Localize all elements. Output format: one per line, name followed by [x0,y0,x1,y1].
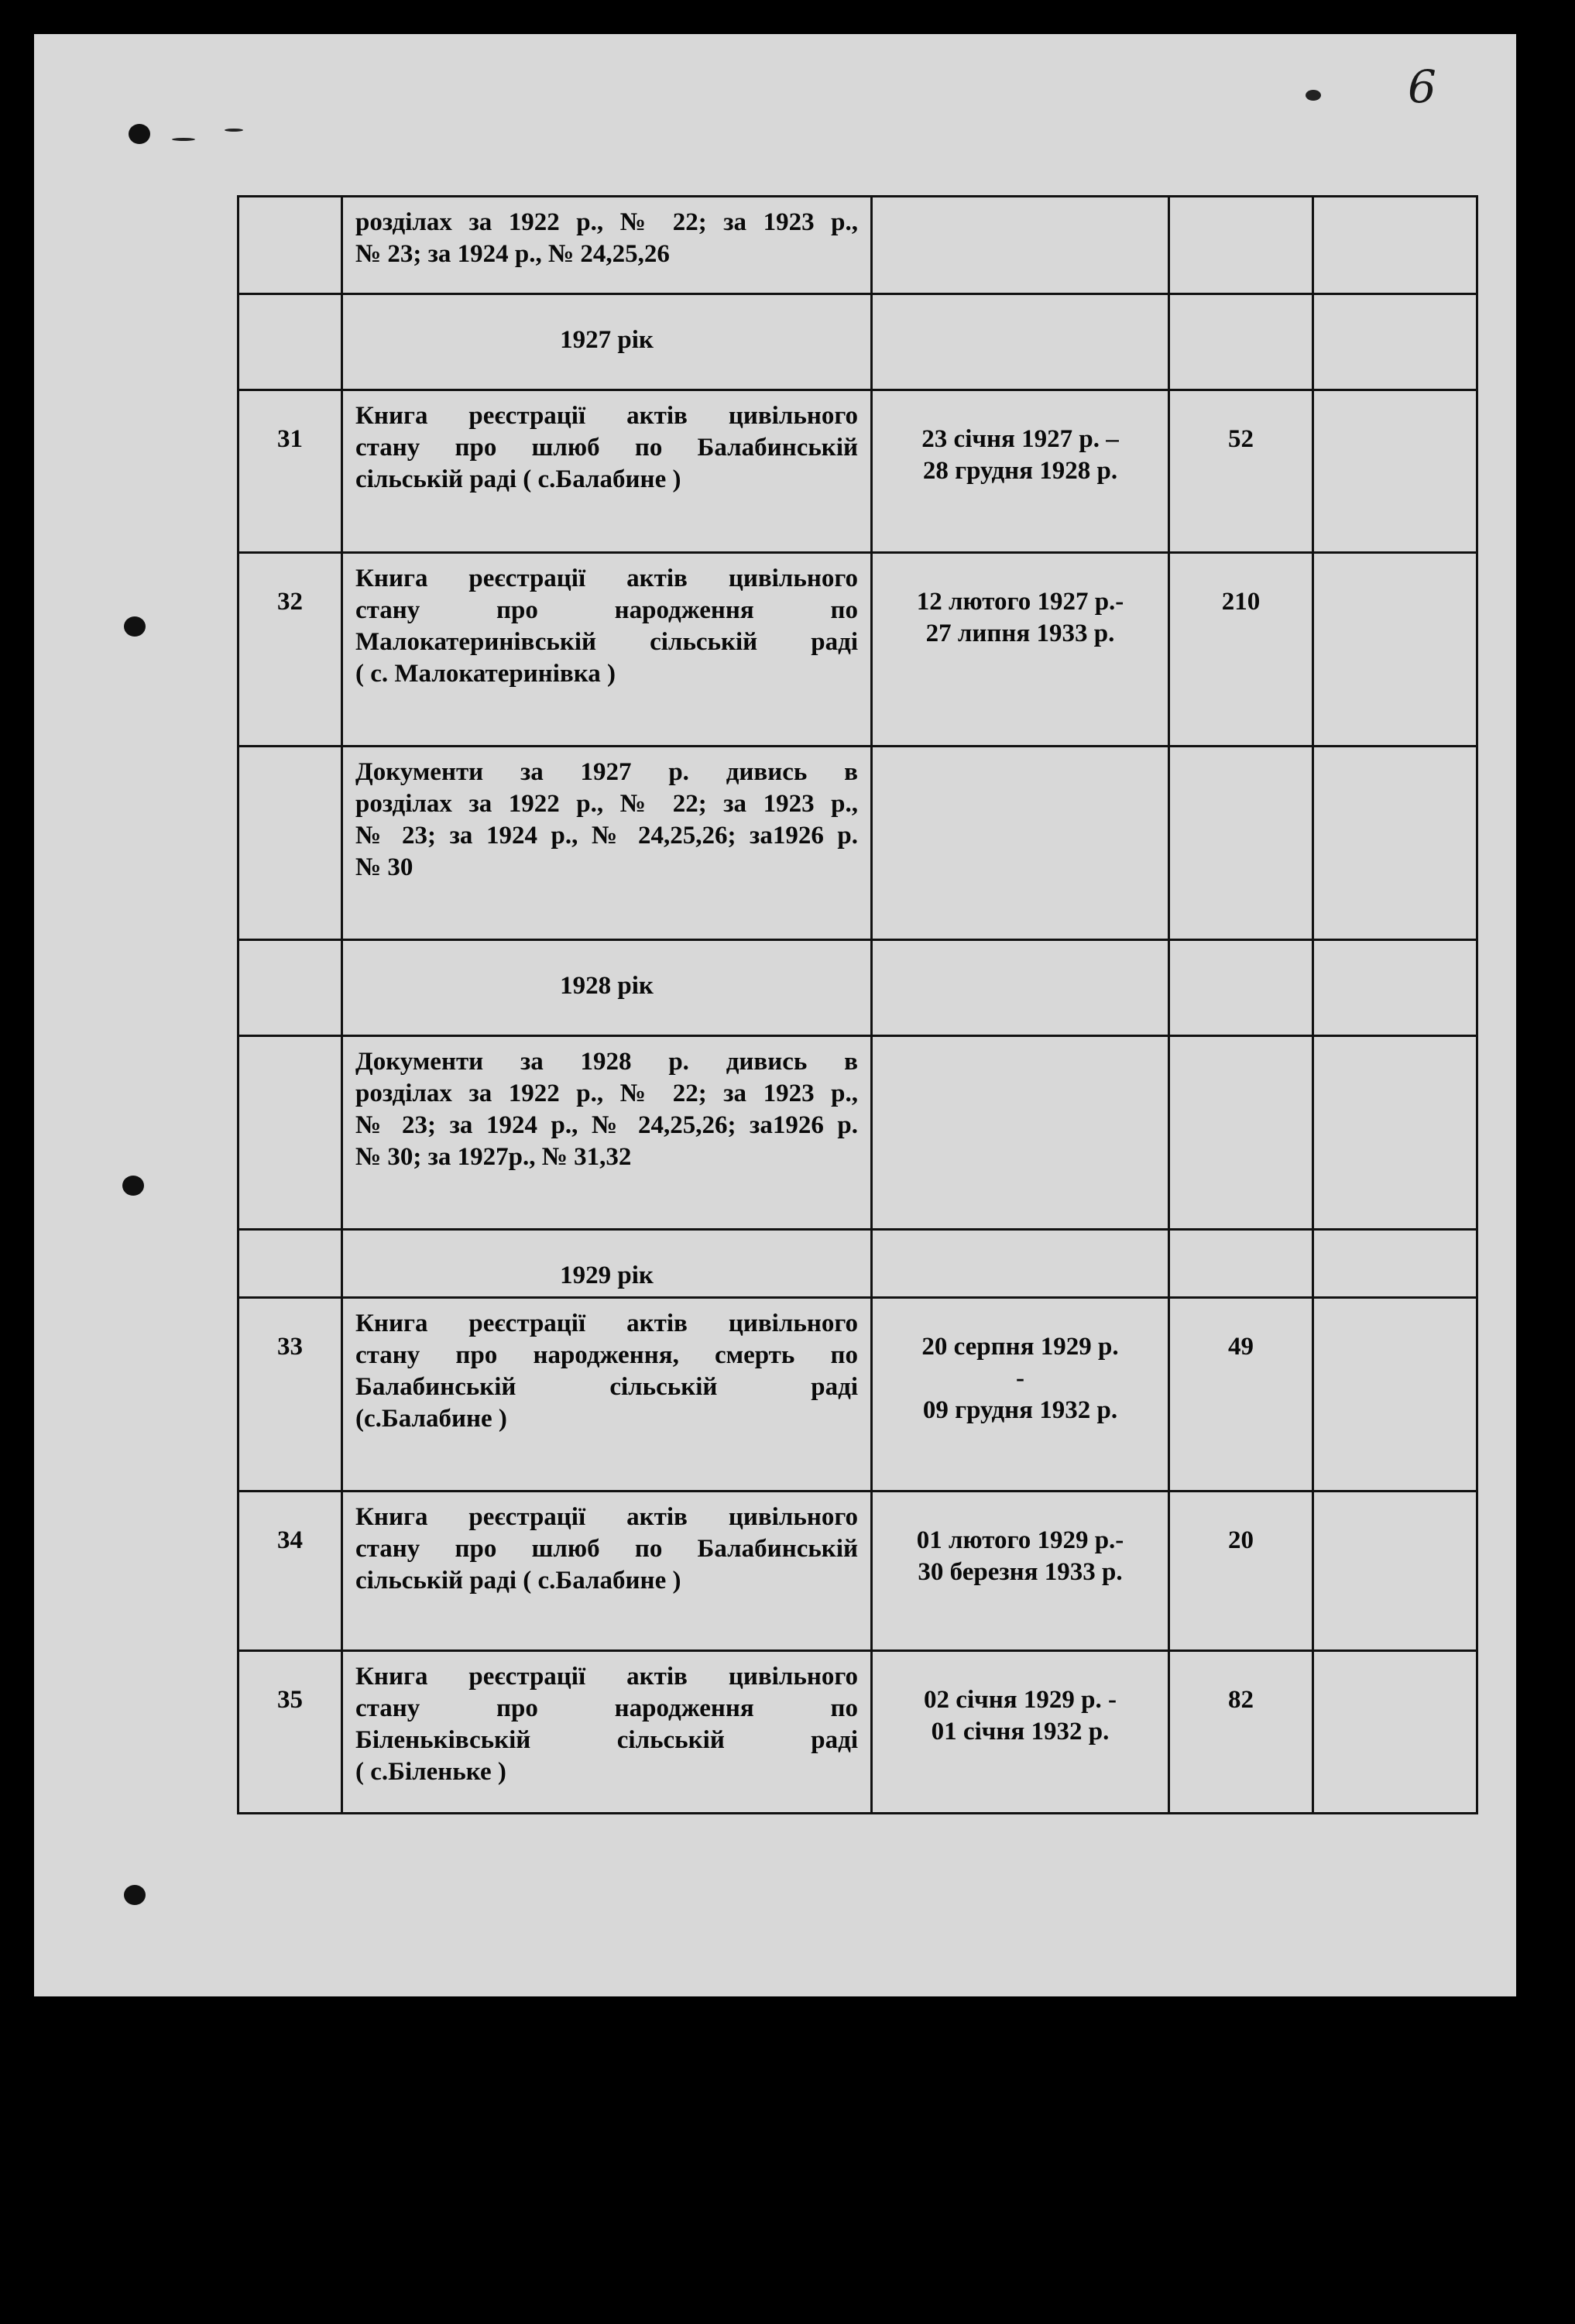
scan-speck [1306,90,1321,101]
item-number [238,747,342,940]
table-row [238,390,1477,553]
scan-speck [172,138,195,141]
date-line: 01 лютого 1929 р.- [916,1526,1124,1554]
item-sheet-count [1169,1230,1313,1298]
item-dates [872,390,1169,553]
title-line: стану про народження, смерть по [355,1341,858,1369]
item-title-text [355,563,858,690]
item-dates [872,553,1169,747]
item-dates [872,1651,1169,1814]
item-sheet-count [1169,390,1313,553]
punch-hole-2 [124,616,146,637]
item-dates [872,747,1169,940]
item-sheet-count [1169,1651,1313,1814]
item-notes [1313,747,1477,940]
register-table [237,195,1478,1814]
scan-speck [225,129,243,132]
item-title-text [355,1661,858,1788]
title-line: Книга реєстрації актів цивільного [355,1310,858,1337]
year-label: 1927 рік [560,326,654,354]
item-title [342,390,872,553]
item-number-text: 35 [277,1686,303,1714]
item-number [238,940,342,1036]
table-row [238,553,1477,747]
title-line: Книга реєстрації актів цивільного [355,565,858,592]
item-number [238,294,342,390]
year-header-row [238,1230,1477,1298]
date-line: 27 липня 1933 р. [925,620,1115,647]
punch-hole-1 [129,124,150,144]
title-line: Книга реєстрації актів цивільного [355,402,858,430]
title-line: стану про шлюб по Балабинській [355,434,858,462]
item-title [342,1651,872,1814]
item-dates [872,197,1169,294]
item-title-text [355,1046,858,1173]
item-sheet-count [1169,294,1313,390]
date-line: 23 січня 1927 р. – [921,425,1119,453]
item-notes [1313,1230,1477,1298]
year-label: 1928 рік [560,972,654,1000]
table-row [238,1036,1477,1230]
item-dates [872,1492,1169,1651]
title-line: сільській раді ( с.Балабине ) [355,465,681,493]
table-row [238,1492,1477,1651]
item-notes [1313,940,1477,1036]
item-notes [1313,1651,1477,1814]
title-line: Малокатеринівській сільській раді [355,628,858,656]
item-title-text [355,1502,858,1597]
item-dates [872,294,1169,390]
title-line: Документи за 1927 р. дивись в [355,758,858,786]
title-line: стану про шлюб по Балабинській [355,1535,858,1563]
item-number-text: 34 [277,1526,303,1554]
title-line: Біленьківській сільській раді [355,1726,858,1754]
item-title [342,1298,872,1492]
date-line: - [1016,1365,1024,1392]
title-line: стану про народження по [355,596,858,624]
item-number [238,1298,342,1492]
item-title [342,553,872,747]
item-sheet-count [1169,1492,1313,1651]
item-dates [872,940,1169,1036]
title-line: розділах за 1922 р., № 22; за 1923 р., [355,1080,858,1107]
item-sheet-count [1169,940,1313,1036]
item-dates [872,1298,1169,1492]
item-number [238,390,342,553]
item-title [342,294,872,390]
title-line: Документи за 1928 р. дивись в [355,1048,858,1076]
year-label: 1929 рік [560,1262,654,1289]
item-title-text [355,757,858,884]
title-line: № 23; за 1924 р., № 24,25,26 [355,240,670,268]
title-line: ( с.Біленьке ) [355,1758,506,1786]
item-dates [872,1230,1169,1298]
item-dates [872,1036,1169,1230]
item-sheet-count [1169,1298,1313,1492]
item-number [238,1492,342,1651]
title-line: № 30 [355,853,413,881]
item-notes [1313,1298,1477,1492]
title-line: № 30; за 1927р., № 31,32 [355,1143,632,1171]
table-row [238,197,1477,294]
title-line: розділах за 1922 р., № 22; за 1923 р., [355,208,858,236]
item-title [342,1230,872,1298]
register-body [238,197,1477,1814]
table-row [238,1651,1477,1814]
year-header-row [238,940,1477,1036]
item-title-text [355,207,858,270]
item-notes [1313,197,1477,294]
table-row [238,1298,1477,1492]
date-line: 30 березня 1933 р. [918,1558,1123,1586]
title-line: сільській раді ( с.Балабине ) [355,1567,681,1595]
item-sheet-count [1169,1036,1313,1230]
item-notes [1313,294,1477,390]
item-number-text: 31 [277,425,303,453]
title-line: розділах за 1922 р., № 22; за 1923 р., [355,790,858,818]
sheet-count-text: 49 [1228,1333,1254,1361]
date-line: 12 лютого 1927 р.- [916,588,1124,616]
item-number-text: 33 [277,1333,303,1361]
item-notes [1313,553,1477,747]
title-line: стану про народження по [355,1694,858,1722]
page-number: 6 [1408,60,1436,113]
item-title-text [355,1308,858,1435]
title-line: Книга реєстрації актів цивільного [355,1503,858,1531]
item-title [342,197,872,294]
item-sheet-count [1169,747,1313,940]
item-number [238,197,342,294]
punch-hole-3 [122,1176,144,1196]
title-line: ( с. Малокатеринівка ) [355,660,616,688]
item-notes [1313,390,1477,553]
title-line: Балабинській сільській раді [355,1373,858,1401]
item-title [342,940,872,1036]
date-line: 09 грудня 1932 р. [922,1396,1118,1424]
date-line: 01 січня 1932 р. [931,1718,1110,1746]
title-line: № 23; за 1924 р., № 24,25,26; за1926 р. [355,1111,858,1139]
item-notes [1313,1492,1477,1651]
sheet-count-text: 210 [1221,588,1261,616]
date-line: 28 грудня 1928 р. [922,457,1118,485]
item-title [342,747,872,940]
item-title [342,1036,872,1230]
item-sheet-count [1169,197,1313,294]
item-number [238,1036,342,1230]
item-sheet-count [1169,553,1313,747]
year-header-row [238,294,1477,390]
table-row [238,747,1477,940]
date-line: 02 січня 1929 р. - [924,1686,1117,1714]
title-line: № 23; за 1924 р., № 24,25,26; за1926 р. [355,822,858,850]
item-number [238,1651,342,1814]
item-number-text: 32 [277,588,303,616]
sheet-count-text: 52 [1228,425,1254,453]
item-title-text [355,400,858,496]
item-number [238,553,342,747]
item-notes [1313,1036,1477,1230]
sheet-count-text: 82 [1228,1686,1254,1714]
item-title [342,1492,872,1651]
title-line: Книга реєстрації актів цивільного [355,1663,858,1691]
sheet-count-text: 20 [1228,1526,1254,1554]
punch-hole-4 [124,1885,146,1905]
item-number [238,1230,342,1298]
date-line: 20 серпня 1929 р. [921,1333,1119,1361]
title-line: (с.Балабине ) [355,1405,507,1433]
